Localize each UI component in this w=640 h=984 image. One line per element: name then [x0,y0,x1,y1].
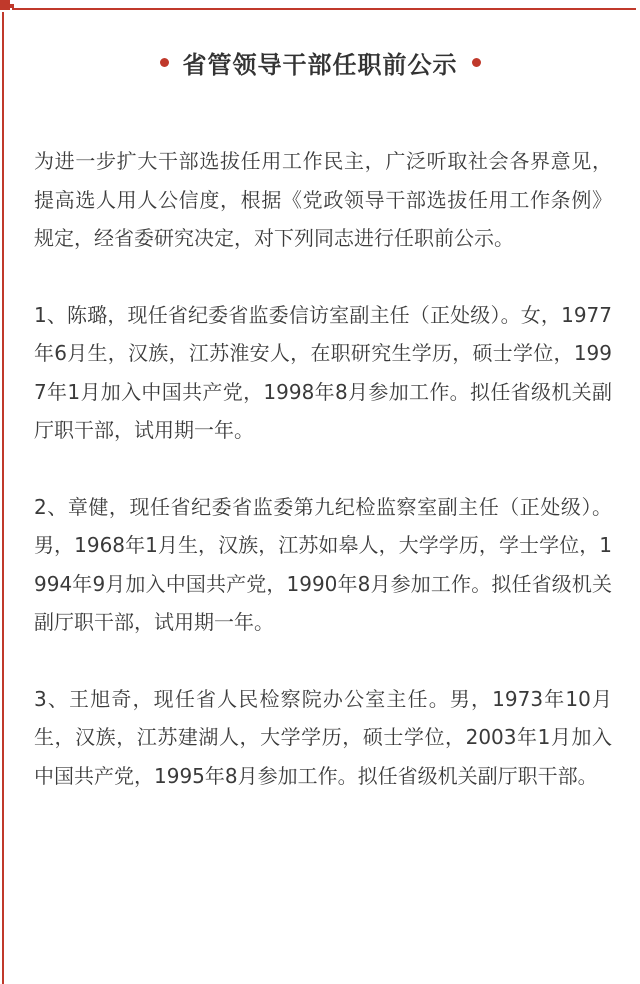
article-body [34,142,612,833]
candidate-entry-2: 2、章健，现任省纪委省监委第九纪检监察室副主任（正处级）。男，1968年1月生，汉族，江苏如皋人，大学学历，学士学位，1994年9月加入中国共产党，1990年8月参加工作。拟任省级机关副厅职干部，试用期一年。 [34,494,612,634]
page-title: 省管领导干部任职前公示 [182,50,458,79]
left-bullet-dot-icon [160,58,169,67]
top-border-line [12,8,636,10]
candidate-entry-1: 1、陈璐，现任省纪委省监委信访室副主任（正处级）。女，1977年6月生，汉族，江苏淮安人，在职研究生学历，硕士学位，1997年1月加入中国共产党，1998年8月参加工作。拟任省级机关副厅职干部，试用期一年。 [34,302,612,442]
candidate-entry-3: 3、王旭奇，现任省人民检察院办公室主任。男，1973年10月生，汉族，江苏建湖人，大学学历，硕士学位，2003年1月加入中国共产党，1995年8月参加工作。拟任省级机关副厅职干部。 [34,686,612,788]
left-border-line [2,12,4,984]
intro-paragraph: 为进一步扩大干部选拔任用工作民主，广泛听取社会各界意见，提高选人用人公信度，根据《党政领导干部选拔任用工作条例》规定，经省委研究决定，对下列同志进行任职前公示。 [34,149,612,250]
article-header [0,40,640,84]
right-bullet-dot-icon [472,58,481,67]
